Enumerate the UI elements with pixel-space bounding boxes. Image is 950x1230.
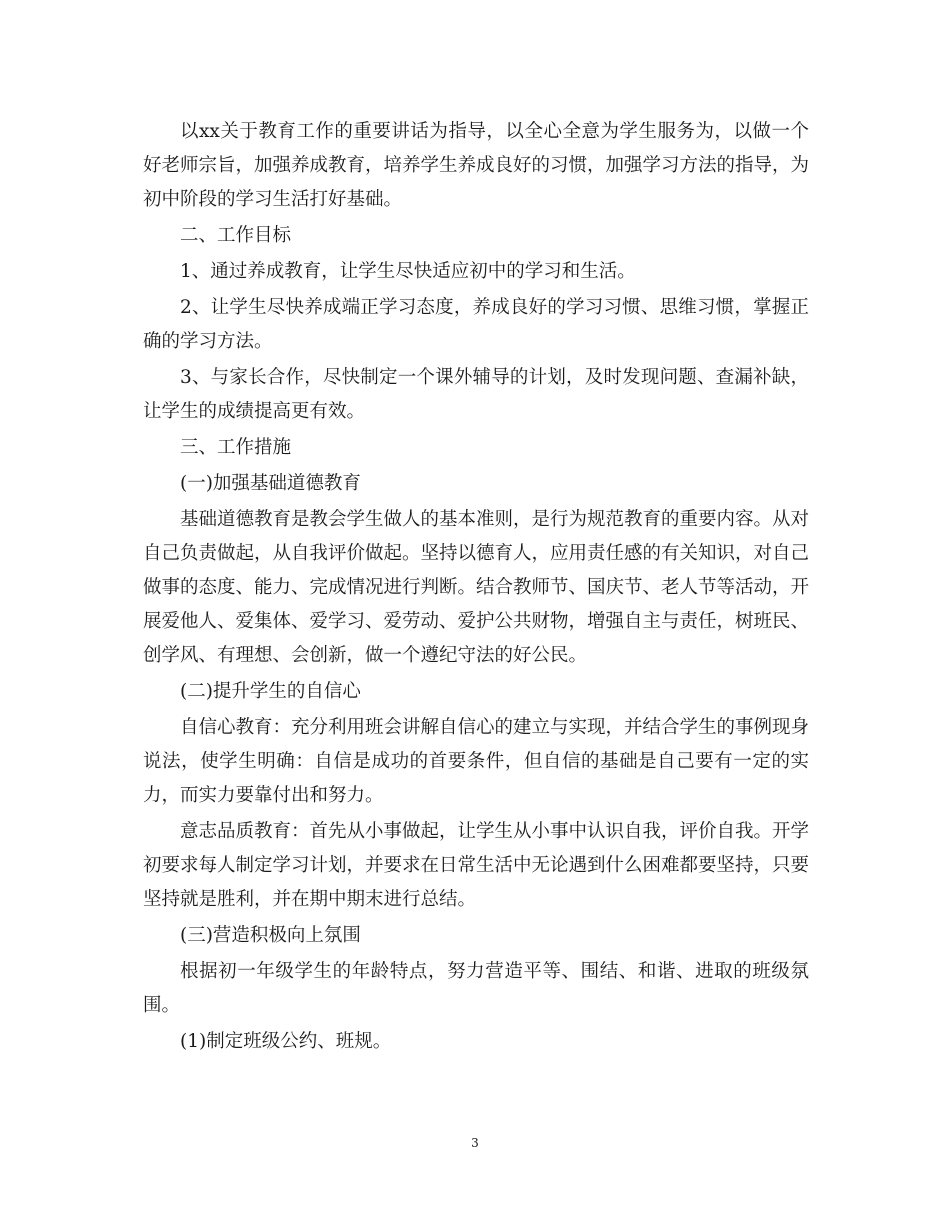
paragraph-willpower: 意志品质教育：首先从小事做起，让学生从小事中认识自我，评价自我。开学初要求每人制定学习计划，并要求在日常生活中无论遇到什么困难都要坚持，只要坚持就是胜利，并在期中期末进行总结。: [143, 821, 810, 910]
goal-item-3: 3、与家长合作，尽快制定一个课外辅导的计划，及时发现问题、查漏补缺，让学生的成绩提高更有效。: [143, 367, 809, 422]
goal-item-1: 1、通过养成教育，让学生尽快适应初中的学习和生活。: [180, 261, 636, 282]
heading-work-goals: 二、工作目标: [180, 225, 292, 246]
document-body: [143, 115, 809, 1061]
paragraph-moral-education: 基础道德教育是教会学生做人的基本准则，是行为规范教育的重要内容。从对自己负责做起，从自我评价做起。坚持以德育人，应用责任感的有关知识，对自己做事的态度、能力、完成情况进行判断。结合教师节、国庆节、老人节等活动，开展爱他人、爱集体、爱学习、爱劳动、爱护公共财物，增强自主与责任，树班民、创学风、有理想、会创新，做一个遵纪守法的好公民。: [143, 509, 810, 666]
subheading-self-confidence: (二)提升学生的自信心: [180, 681, 361, 702]
goal-item-2: 2、让学生尽快养成端正学习态度，养成良好的学习习惯、思维习惯，掌握正确的学习方法。: [143, 297, 809, 352]
paragraph-intro: 以xx关于教育工作的重要讲话为指导，以全心全意为学生服务为，以做一个好老师宗旨，加强养成教育，培养学生养成良好的习惯，加强学习方法的指导，为初中阶段的学习生活打好基础。: [143, 121, 810, 210]
subheading-moral-education: (一)加强基础道德教育: [180, 473, 361, 494]
page-number: 3: [471, 1136, 479, 1150]
paragraph-atmosphere: 根据初一年级学生的年龄特点，努力营造平等、围结、和谐、进取的班级氛围。: [143, 961, 809, 1016]
list-item-class-rules: (1)制定班级公约、班规。: [180, 1031, 392, 1052]
heading-work-measures: 三、工作措施: [180, 437, 292, 458]
subheading-atmosphere: (三)营造积极向上氛围: [180, 925, 361, 946]
paragraph-self-confidence: 自信心教育：充分利用班会讲解自信心的建立与实现，并结合学生的事例现身说法，使学生明确：自信是成功的首要条件，但自信的基础是自己要有一定的实力，而实力要靠付出和努力。: [143, 717, 810, 806]
